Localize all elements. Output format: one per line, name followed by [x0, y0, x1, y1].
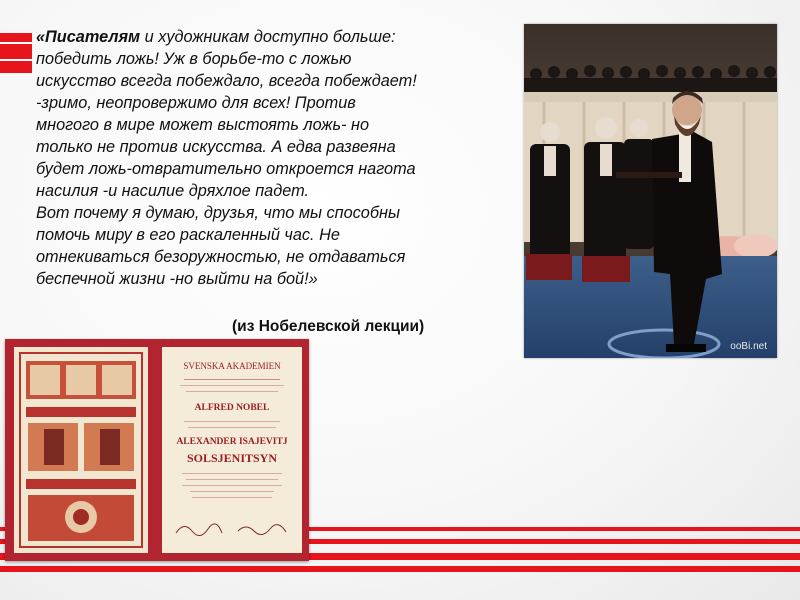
accent-divider [0, 59, 32, 61]
quote-line: будет ложь-отвратительно откроется нагота [36, 160, 416, 178]
quote-line: многого в мире может выстоять ложь- но [36, 116, 370, 134]
quote-line: «Писателям и художникам доступно больше: [36, 28, 396, 46]
quote-line: беспечной жизни -но выйти на бой!» [36, 270, 318, 288]
ceremony-illustration [524, 24, 777, 358]
diploma-divider [186, 391, 278, 392]
diploma-artwork [14, 347, 148, 553]
diploma-academy: SVENSKA AKADEMIEN [183, 361, 281, 371]
quote-line: -зримо, неопровержимо для всех! Против [36, 94, 356, 112]
diploma-divider [188, 427, 276, 428]
diploma-divider [190, 491, 274, 492]
quote-line: Вот почему я думаю, друзья, что мы способны [36, 204, 400, 222]
photo-watermark: ooBi.net [730, 341, 767, 352]
diploma-divider [184, 379, 280, 380]
quote-line: отнекиваться безоружностью, не отдаваться [36, 248, 406, 266]
diploma-divider [182, 485, 282, 486]
decorative-stripe [0, 566, 800, 572]
quote-line: победить ложь! Уж в борьбе-то с ложью [36, 50, 352, 68]
diploma-divider [192, 497, 272, 498]
diploma-divider [186, 479, 278, 480]
quote-line: только не против искусства. А едва развеяна [36, 138, 396, 156]
quote-lead: «Писателям [36, 28, 141, 46]
diploma-illustration [14, 347, 148, 553]
diploma-laureate-last: SOLSJENITSYN [186, 451, 278, 465]
diploma-text-panel [162, 347, 302, 553]
nobel-ceremony-photo [524, 24, 777, 358]
diploma-divider [184, 421, 280, 422]
diploma-divider [180, 385, 284, 386]
accent-divider [0, 42, 32, 44]
diploma-founder: ALFRED NOBEL [194, 403, 270, 413]
accent-bar [0, 33, 32, 73]
diploma-signatures [172, 517, 292, 541]
quote-source: (из Нобелевской лекции) [232, 318, 425, 335]
quote-line: искусство всегда побеждало, всегда побеждает! [36, 72, 417, 90]
diploma-divider [182, 473, 282, 474]
nobel-quote [36, 26, 516, 290]
diploma-laureate-first: ALEXANDER ISAJEVITJ [176, 437, 288, 447]
nobel-diploma [5, 339, 309, 561]
quote-line: помочь миру в его раскаленный час. Не [36, 226, 340, 244]
quote-line: насилия -и насилие дряхлое падет. [36, 182, 310, 200]
